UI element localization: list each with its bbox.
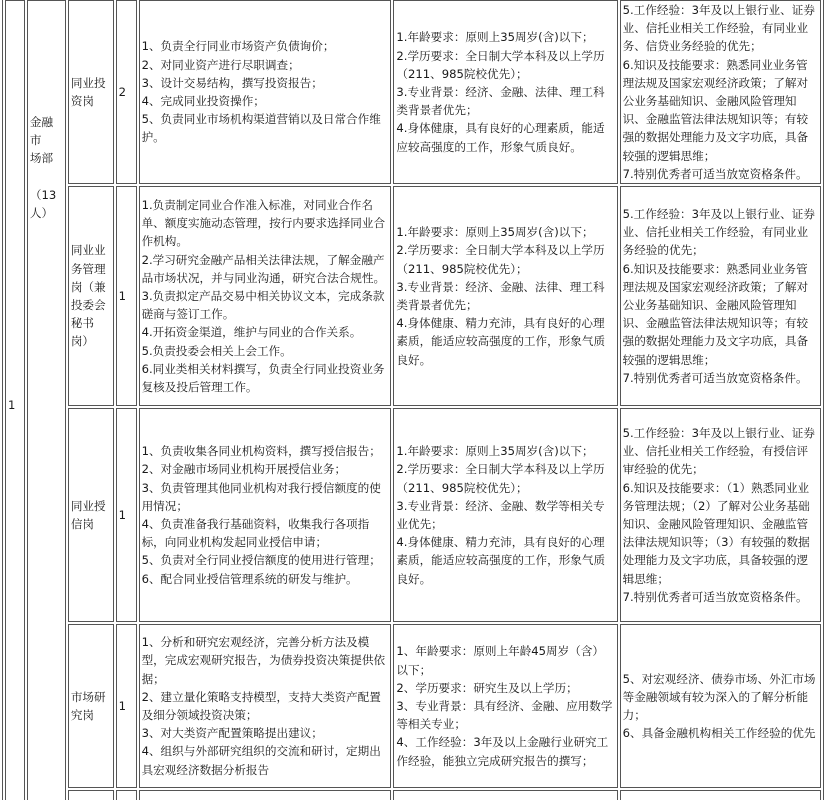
- duty-item: 5、负责同业市场机构渠道营销以及日常合作维护。: [141, 112, 381, 145]
- department-line: [30, 168, 63, 186]
- table-row: [5, 186, 821, 406]
- requirement-item: 6.知识及技能要求：熟悉同业业务管理法规及国家宏观经济政策；了解对公业务基础知识、金融风险管理知识、金融监管法律法规知识等；有较强的数据处理能力及文字功底，具备较强的逻辑思维；: [622, 57, 809, 163]
- requirement-item: 2、学历要求：研究生及以上学历；: [396, 680, 578, 695]
- duty-item: 4、完成同业投资操作；: [141, 94, 265, 109]
- requirement-item: 7.特别优秀者可适当放宽资格条件。: [622, 370, 808, 385]
- duty-item: 1、负责收集各同业机构资料，撰写授信报告；: [141, 444, 381, 459]
- post-name-cell: [68, 0, 114, 184]
- requirements-cell: [393, 0, 617, 184]
- table-row: [5, 624, 821, 788]
- requirement-item: 5.工作经验：3年及以上银行业、证券业、信托业相关工作经验，有同业业务、信贷业务经验的优先；: [622, 3, 815, 54]
- requirement-item: 1.年龄要求：原则上35周岁(含)以下；: [396, 225, 594, 240]
- duty-item: 5.负责投委会相关上会工作。: [141, 343, 292, 358]
- empty-cell: [139, 790, 392, 800]
- requirements-cell: [393, 186, 617, 406]
- empty-cell: [116, 790, 137, 800]
- table-row: [5, 408, 821, 622]
- duty-item: 2.学习研究金融产品相关法律法规，了解金融产品市场状况，并与同业沟通，研究合法合规性。: [141, 252, 386, 285]
- department-cell: [27, 0, 66, 800]
- requirement-item: 1、年龄要求：原则上年龄45周岁（含）以下；: [396, 644, 605, 677]
- section-index: 1: [8, 397, 16, 412]
- post-name-cell: [68, 408, 114, 622]
- empty-cell: [393, 790, 617, 800]
- extra-requirements-cell: [620, 624, 821, 788]
- duty-item: 3、对大类资产配置策略提出建议；: [141, 726, 323, 741]
- post-name: 市场研究岗: [70, 689, 106, 723]
- requirement-item: 1.年龄要求：原则上35周岁(含)以下；: [396, 444, 594, 459]
- headcount: 1: [118, 288, 127, 303]
- requirement-item: 3.专业背景：经济、金融、数学等相关专业优先；: [396, 498, 605, 532]
- requirement-item: 6.知识及技能要求：（1）熟悉同业业务管理法规；（2）了解对公业务基础知识、金融风险管理知识、金融监管法律法规知识等；（3）有较强的数据处理能力及文字功底，具备较强的逻辑思维；: [622, 480, 810, 586]
- requirement-item: 2.学历要求：全日制大学本科及以上学历（211、985院校优先）；: [396, 48, 605, 81]
- duty-item: 6.同业类相关材料撰写，负责全行同业投资业务复核及投后管理工作。: [141, 361, 385, 394]
- post-name: 同业业务管理岗（兼投委会秘书岗）: [70, 243, 106, 349]
- department-line: （13: [29, 187, 57, 202]
- post-name: 同业投资岗: [70, 75, 106, 109]
- headcount: 2: [118, 84, 127, 99]
- headcount-cell: [116, 624, 137, 788]
- requirement-item: 4.身体健康、精力充沛，具有良好的心理素质，能适应较高强度的工作，形象气质良好。: [396, 316, 606, 367]
- duty-item: 2、对同业资产进行尽职调查；: [141, 57, 300, 72]
- duty-item: 4、组织与外部研究组织的交流和研讨，定期出具宏观经济数据分析报告: [141, 744, 381, 777]
- empty-cell: [620, 790, 821, 800]
- duty-item: 4.开拓资金渠道，维护与同业的合作关系。: [141, 325, 362, 340]
- duty-item: 3.负责拟定产品交易中相关协议文本，完成条款磋商与签订工作。: [141, 288, 385, 322]
- table-row: [5, 790, 821, 800]
- duty-item: 1.负责制定同业合作准入标准，对同业合作名单、额度实施动态管理，按行内要求选择同业合作机构。: [141, 197, 386, 249]
- requirement-item: 4、工作经验：3年及以上金融行业研究工作经验，能独立完成研究报告的撰写；: [396, 735, 609, 768]
- headcount: 1: [118, 507, 127, 522]
- post-name: 同业授信岗: [70, 498, 106, 532]
- requirement-item: 6、具备金融机构相关工作经验的优先: [622, 726, 816, 741]
- headcount: 1: [118, 698, 127, 713]
- requirement-item: 1.年龄要求：原则上35周岁(含)以下；: [396, 30, 594, 45]
- duties-cell: [139, 408, 392, 622]
- requirement-item: 6.知识及技能要求：熟悉同业业务管理法规及国家宏观经济政策；了解对公业务基础知识、金融风险管理知识、金融监管法律法规知识等；有较强的数据处理能力及文字功底，具备较强的逻辑思维；: [622, 261, 809, 367]
- requirements-cell: [393, 624, 617, 788]
- requirement-item: 2.学历要求：全日制大学本科及以上学历（211、985院校优先）；: [396, 462, 605, 495]
- requirement-item: 7.特别优秀者可适当放宽资格条件。: [622, 589, 808, 604]
- headcount-cell: [116, 0, 137, 184]
- empty-cell: [68, 790, 114, 800]
- duty-item: 3、设计交易结构，撰写投资报告；: [141, 75, 323, 90]
- requirements-cell: [393, 408, 617, 622]
- section-index-cell: [5, 0, 25, 800]
- duties-cell: [139, 186, 392, 406]
- extra-requirements-cell: [620, 186, 821, 406]
- extra-requirements-cell: [620, 0, 821, 184]
- requirement-item: 4.身体健康，具有良好的心理素质，能适应较高强度的工作，形象气质良好。: [396, 121, 605, 154]
- duty-item: 2、建立量化策略支持模型，支持大类资产配置及细分领域投资决策；: [141, 689, 381, 723]
- duty-item: 4、负责准备我行基础资料，收集我行各项指标，向同业机构发起同业授信申请；: [141, 517, 370, 550]
- headcount-cell: [116, 186, 137, 406]
- requirement-item: 2.学历要求：全日制大学本科及以上学历（211、985院校优先）；: [396, 243, 605, 276]
- requirement-item: 5.工作经验：3年及以上银行业、证券业、信托业相关工作经验，有同业业务经验的优先；: [622, 207, 815, 258]
- requirement-item: 3.专业背景：经济、金融、法律、理工科类背景者优先；: [396, 84, 605, 118]
- department-line: 场部: [29, 151, 54, 166]
- department-line: 金融市: [29, 115, 54, 148]
- duty-item: 5、负责对全行同业授信额度的使用进行管理；: [141, 553, 381, 568]
- requirement-item: 5、对宏观经济、债券市场、外汇市场等金融领域有较为深入的了解分析能力；: [622, 671, 816, 723]
- duty-item: 1、分析和研究宏观经济，完善分析方法及模型，完成宏观研究报告，为债券投资决策提供依据；: [141, 635, 386, 686]
- duties-cell: [139, 0, 392, 184]
- requirement-item: 3.专业背景：经济、金融、法律、理工科类背景者优先；: [396, 279, 605, 313]
- duties-cell: [139, 624, 392, 788]
- extra-requirements-cell: [620, 408, 821, 622]
- requirement-item: 3、专业背景：具有经济、金融、应用数学等相关专业；: [396, 698, 613, 732]
- duty-item: 2、对金融市场同业机构开展授信业务；: [141, 462, 347, 477]
- post-name-cell: [68, 624, 114, 788]
- requirement-item: 4.身体健康、精力充沛，具有良好的心理素质，能适应较高强度的工作，形象气质良好。: [396, 535, 606, 586]
- recruitment-table: [2, 0, 824, 800]
- post-name-cell: [68, 186, 114, 406]
- headcount-cell: [116, 408, 137, 622]
- requirement-item: 7.特别优秀者可适当放宽资格条件。: [622, 166, 808, 181]
- table-row: [5, 0, 821, 184]
- duty-item: 1、负责全行同业市场资产负债询价；: [141, 39, 335, 54]
- duty-item: 6、配合同业授信管理系统的研发与维护。: [141, 571, 358, 586]
- duty-item: 3、负责管理其他同业机构对我行授信额度的使用情况；: [141, 480, 381, 513]
- requirement-item: 5.工作经验：3年及以上银行业、证券业、信托业相关工作经验，有授信评审经验的优先；: [622, 426, 815, 477]
- department-line: 人）: [29, 205, 54, 220]
